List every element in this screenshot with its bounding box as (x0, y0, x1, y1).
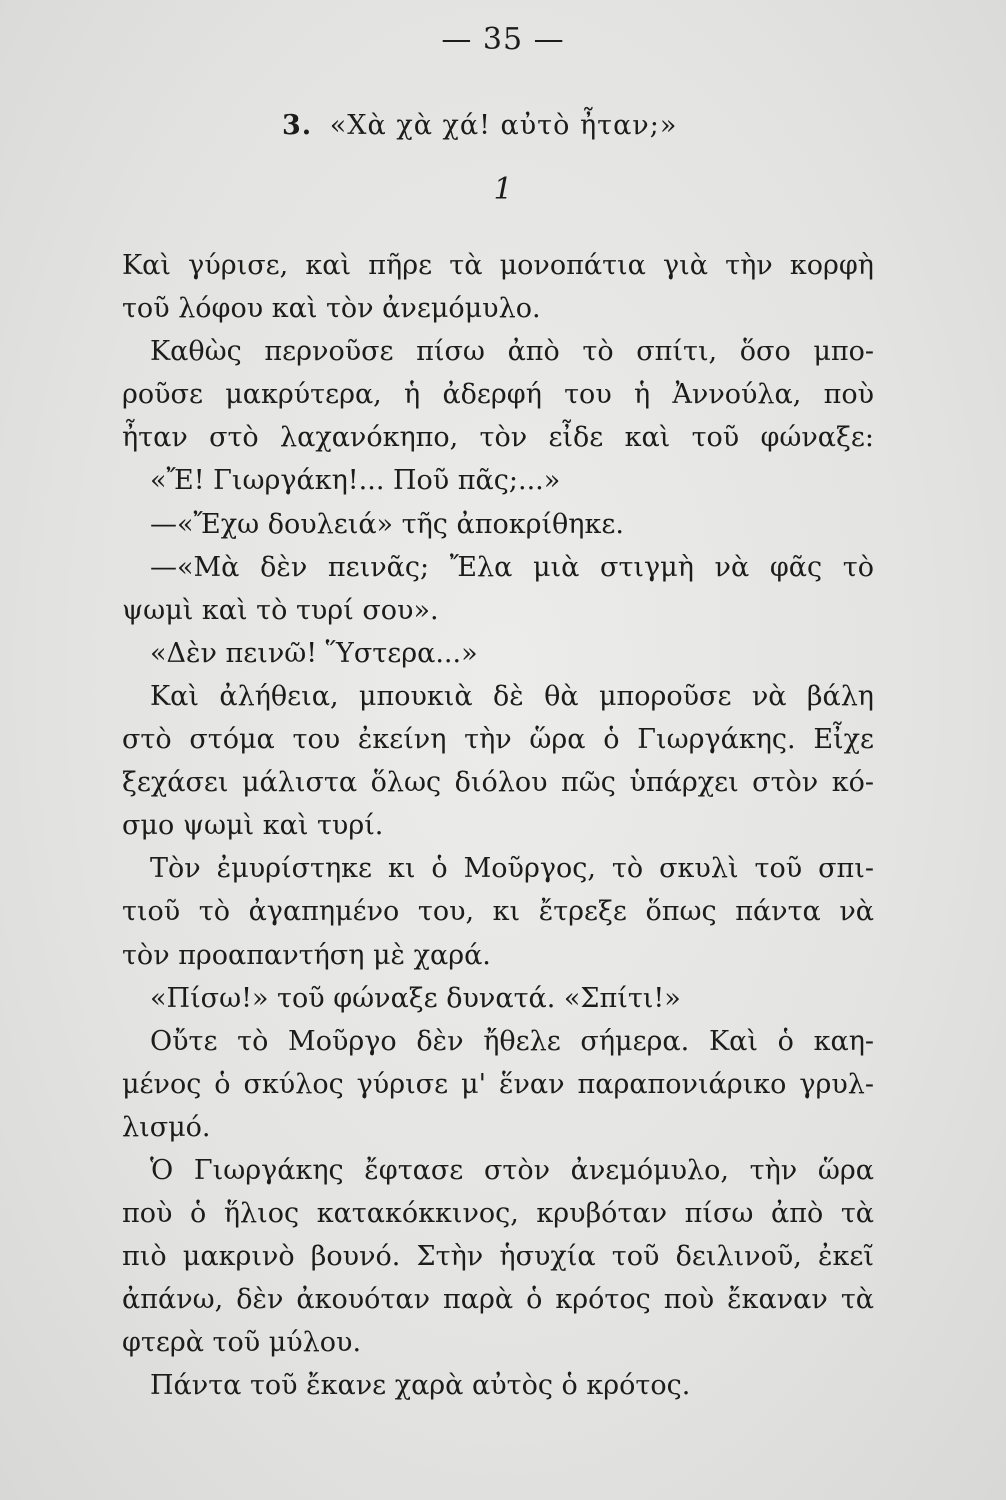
text-line: Καθὼς περνοῦσε πίσω ἀπὸ τὸ σπίτι, ὅσο μπο- (150, 336, 874, 368)
text-line: «Δὲν πεινῶ! Ὕστερα...» (150, 637, 478, 669)
text-line: «Πίσω!» τοῦ φώναξε δυνατά. «Σπίτι!» (150, 982, 681, 1014)
text-line: στὸ στόμα του ἐκείνη τὴν ὥρα ὁ Γιωργάκης. Εἶχε (122, 724, 874, 756)
page-number: — 35 — (441, 22, 565, 57)
text-line: —«Ἔχω δουλειά» τῆς ἀποκρίθηκε. (150, 508, 624, 540)
text-line: ξεχάσει μάλιστα ὅλως διόλου πῶς ὑπάρχει στὸν κό- (122, 767, 874, 799)
text-line: τὸν προαπαντήση μὲ χαρά. (122, 939, 491, 971)
text-line: φτερὰ τοῦ μύλου. (122, 1327, 362, 1359)
text-line: ψωμὶ καὶ τὸ τυρί σου». (122, 594, 439, 626)
chapter-title: «Χὰ χὰ χά! αὐτὸ ἦταν;» (329, 110, 678, 141)
text-line: ἀπάνω, δὲν ἀκουόταν παρὰ ὁ κρότος ποὺ ἔκαναν τὰ (122, 1284, 874, 1316)
chapter-heading (282, 110, 782, 141)
text-line: —«Μὰ δὲν πεινᾶς; Ἔλα μιὰ στιγμὴ νὰ φᾶς τὸ (150, 551, 874, 583)
section-number: 1 (493, 172, 513, 207)
body-text (122, 244, 874, 1408)
text-line: «Ἔ! Γιωργάκη!... Ποῦ πᾶς;...» (150, 465, 561, 497)
text-line: Πάντα τοῦ ἔκανε χαρὰ αὐτὸς ὁ κρότος. (150, 1370, 691, 1402)
text-line: Καὶ ἀλήθεια, μπουκιὰ δὲ θὰ μποροῦσε νὰ βάλη (150, 680, 874, 712)
text-line: ποὺ ὁ ἥλιος κατακόκκινος, κρυβόταν πίσω ἀπὸ τὰ (122, 1198, 874, 1230)
text-line: Τὸν ἐμυρίστηκε κι ὁ Μοῦργος, τὸ σκυλὶ τοῦ σπι- (150, 853, 874, 885)
text-line: τιοῦ τὸ ἀγαπημένο του, κι ἔτρεξε ὅπως πάντα νὰ (122, 896, 874, 928)
text-line: τοῦ λόφου καὶ τὸν ἀνεμόμυλο. (122, 293, 541, 325)
text-line: μένος ὁ σκύλος γύρισε μ' ἕναν παραπονιάρικο γρυλ- (122, 1068, 874, 1100)
text-line: Ὁ Γιωργάκης ἔφτασε στὸν ἀνεμόμυλο, τὴν ὥρα (150, 1154, 874, 1186)
text-line: σμο ψωμὶ καὶ τυρί. (122, 810, 384, 842)
text-line: λισμό. (122, 1111, 211, 1143)
text-line: ἦταν στὸ λαχανόκηπο, τὸν εἶδε καὶ τοῦ φώναξε: (122, 422, 874, 454)
text-line: ροῦσε μακρύτερα, ἡ ἀδερφή του ἡ Ἀννούλα, ποὺ (122, 379, 874, 411)
text-line: Καὶ γύρισε, καὶ πῆρε τὰ μονοπάτια γιὰ τὴν κορφὴ (122, 250, 874, 281)
text-line: πιὸ μακρινὸ βουνό. Στὴν ἡσυχία τοῦ δειλινοῦ, ἐκεῖ (122, 1241, 874, 1273)
text-line: Οὔτε τὸ Μοῦργο δὲν ἤθελε σήμερα. Καὶ ὁ καη- (150, 1025, 874, 1057)
chapter-number: 3. (282, 110, 313, 141)
